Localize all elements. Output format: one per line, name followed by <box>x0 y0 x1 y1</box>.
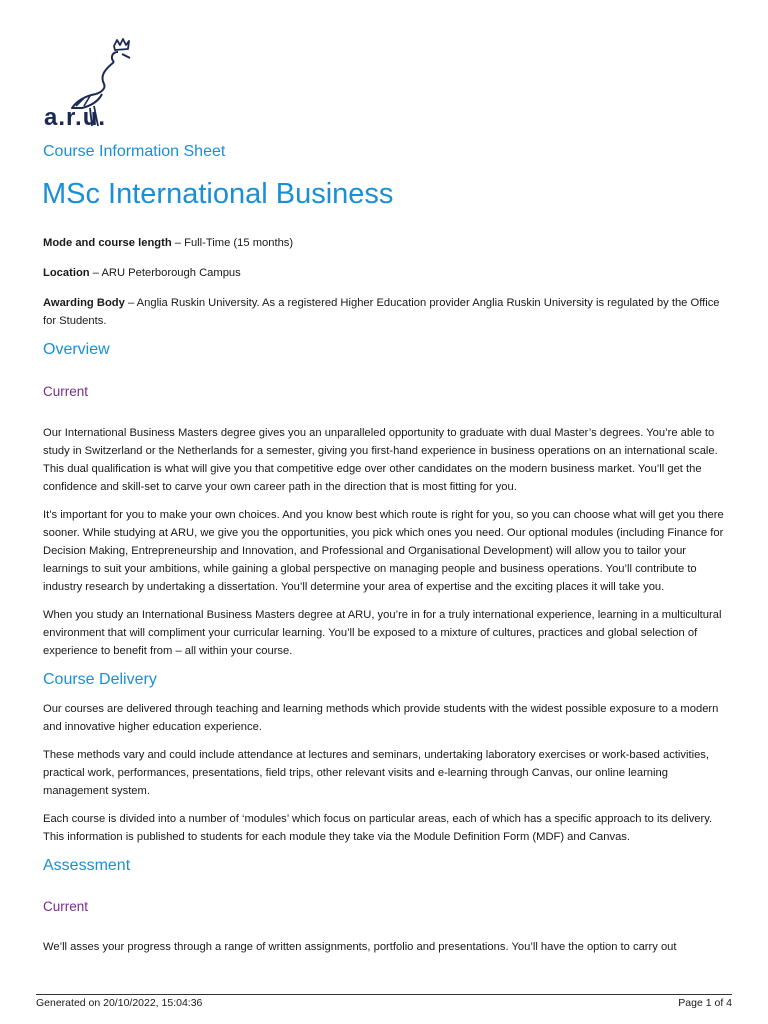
overview-paragraph-1: Our International Business Masters degree gives you an unparalleled opportunity to graduate with dual Master’s degrees. You’re able to study in Switzerland or the Netherlands for a semester, giving you first-hand experience in business operations on an international scale. This dual qualification is what will give you that competitive edge over other candidates on the modern business market. You’ll get the confidence and skill-set to carve your own career path in the direction that is most fitting for you. <box>43 427 718 493</box>
location-value: – ARU Peterborough Campus <box>89 267 241 279</box>
page-number: Page 1 of 4 <box>678 997 732 1009</box>
awarding-label: Awarding Body <box>43 297 125 309</box>
document-body <box>43 234 727 966</box>
sheet-label: Course Information Sheet <box>43 143 226 160</box>
delivery-paragraph-2: These methods vary and could include attendance at lectures and seminars, undertaking laboratory exercises or work-based activities, practical work, performances, presentations, field trips, other relevant visits and e-learning through Canvas, our online learning management system. <box>43 749 710 797</box>
assessment-heading: Assessment <box>43 857 131 874</box>
assessment-subheading: Current <box>43 899 89 914</box>
mode-line <box>43 234 727 252</box>
page-title: MSc International Business <box>42 178 394 210</box>
overview-paragraph-2: It’s important for you to make your own choices. And you know best which route is right for you, so you can choose what will get you there sooner. While studying at ARU, we give you the opportunities, you pick which ones you need. Our optional modules (including Finance for Decision Making, Entrepreneurship and Innovation, and Professional and Organisational Development) will allow you to tailor your learnings to suit your ambitions, while gaining a global perspective on managing people and business operations. You’ll contribute to industry research by undertaking a dissertation. You’ll determine your area of expertise and the exciting places it will take you. <box>43 509 724 593</box>
delivery-heading: Course Delivery <box>43 671 157 688</box>
delivery-paragraph-1: Our courses are delivered through teaching and learning methods which provide students with the widest possible exposure to a modern and innovative higher education experience. <box>43 703 719 733</box>
aru-logo-text: a.r.u. <box>44 104 107 131</box>
mode-value: – Full-Time (15 months) <box>171 237 294 249</box>
delivery-paragraph-3: Each course is divided into a number of ‘modules’ which focus on particular areas, each of which has a specific approach to its delivery. This information is published to students for each module they take via the Module Definition Form (MDF) and Canvas. <box>43 813 713 843</box>
location-label: Location <box>43 267 90 279</box>
awarding-line <box>43 294 727 330</box>
assessment-paragraph-1: We’ll asses your progress through a range of written assignments, portfolio and presentations. You’ll have the option to carry out <box>43 941 677 953</box>
awarding-value: – Anglia Ruskin University. As a registered Higher Education provider Anglia Ruskin University is regulated by the Office for Students. <box>43 297 720 327</box>
location-line <box>43 264 727 282</box>
generated-timestamp: Generated on 20/10/2022, 15:04:36 <box>36 997 203 1009</box>
mode-label: Mode and course length <box>43 237 172 249</box>
page-footer <box>36 994 732 1009</box>
overview-paragraph-3: When you study an International Business Masters degree at ARU, you’re in for a truly international experience, learning in a multicultural environment that will compliment your curricular learning. You’ll be exposed to a mixture of cultures, practices and global selection of experience to benefit from – all within your course. <box>43 609 722 657</box>
overview-subheading: Current <box>43 384 89 399</box>
overview-heading: Overview <box>43 341 110 358</box>
